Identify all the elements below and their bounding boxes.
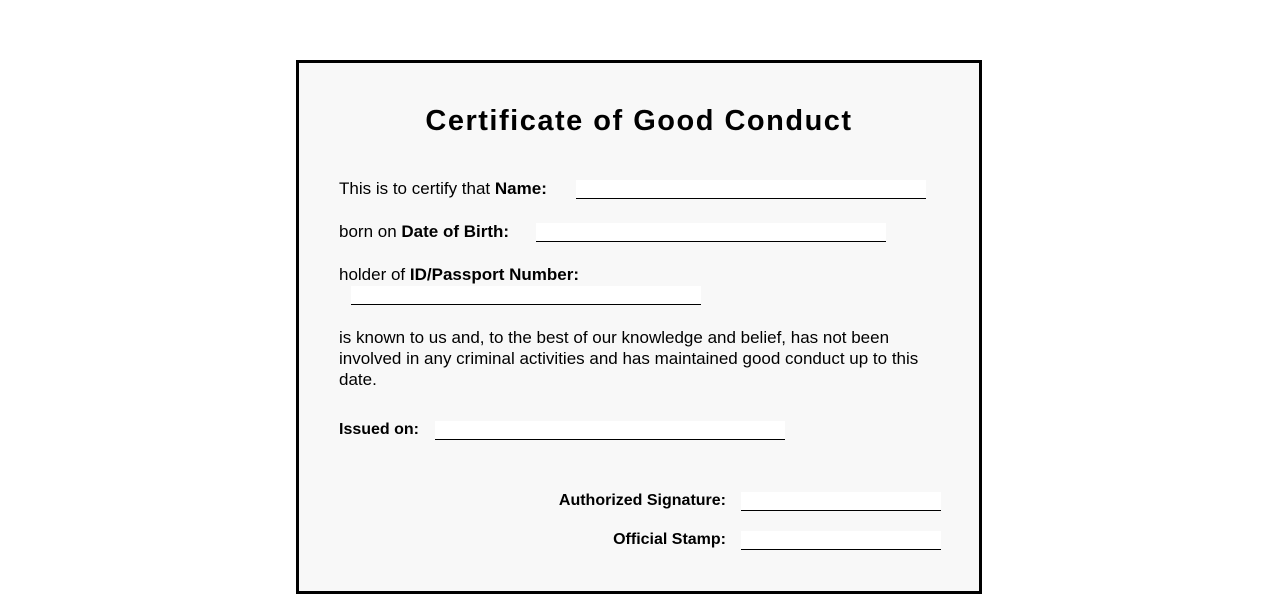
date-of-birth-input[interactable] [536, 223, 886, 242]
signature-input[interactable] [741, 492, 941, 511]
id-passport-input[interactable] [351, 286, 701, 305]
id-prefix: holder of [339, 265, 410, 284]
stamp-input[interactable] [741, 531, 941, 550]
name-input[interactable] [576, 180, 926, 199]
name-row [339, 179, 547, 199]
issued-on-input[interactable] [435, 421, 785, 440]
id-label: ID/Passport Number: [409, 265, 579, 284]
issued-on-label: Issued on: [339, 421, 420, 438]
signature-label: Authorized Signature: [558, 492, 726, 509]
dob-label: Date of Birth: [401, 222, 510, 241]
id-row [339, 265, 579, 285]
dob-prefix: born on [339, 222, 402, 241]
stamp-label: Official Stamp: [613, 531, 726, 548]
name-prefix: This is to certify that [339, 179, 495, 198]
name-label: Name: [494, 179, 547, 198]
certificate-title: Certificate of Good Conduct [425, 105, 853, 137]
dob-row [339, 222, 509, 242]
statement-text: is known to us and, to the best of our knowledge and belief, has not been involved in any criminal activities and has maintained good conduct up to this date. [339, 328, 919, 389]
certificate-card [296, 60, 982, 594]
